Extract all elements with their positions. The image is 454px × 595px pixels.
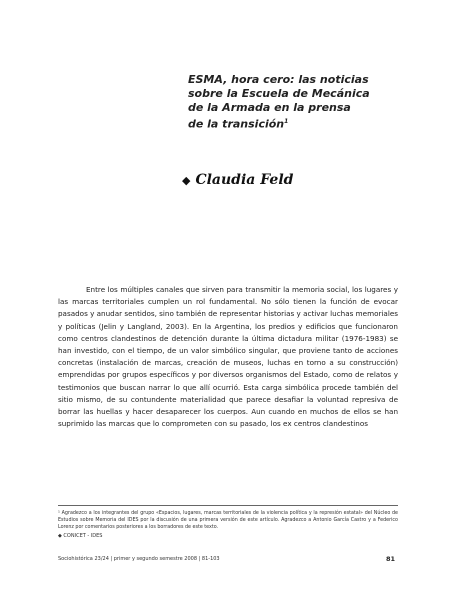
title-line-2: sobre la Escuela de Mecánica [188,87,370,100]
author-name: Claudia Feld [195,172,294,188]
title-line-4-wrap [188,115,408,132]
title-footnote-mark[interactable]: 1 [284,118,289,125]
journal-footer: Sociohistórica 23/24 | primer y segundo semestre 2008 | 81-103 [58,556,220,562]
author-line [182,172,293,188]
footnote-text: ¹ Agradezco a los integrantes del grupo «Espacios, lugares, marcas territoriales de la violencia política y la represión estatal» del Núcleo de Estudios sobre Memoria del IDES por la discusión de una primera versión de este artículo. Agradezco a Antonio García Castro y a Federico Lorenz por comentarios posteriores a los borradores de este texto. [58,511,398,531]
footnote-divider [58,505,398,506]
title-line-3: de la Armada en la prensa [188,101,351,114]
author-affiliation: ◆ CONICET - IDES [58,533,103,539]
title-line-4: de la transición [188,117,285,131]
diamond-bullet-icon: ◆ [182,174,191,187]
article-title [188,73,408,132]
page-number: 81 [386,555,396,563]
body-paragraph: Entre los múltiples canales que sirven para transmitir la memoria social, los lugares y las marcas territoriales cumplen un rol fundamental. No sólo tienen la función de evocar pasados y anudar sentidos, sino también de representar historias y activar luchas memoriales y políticas (Jelin y Langland, 2003). En la Argentina, los predios y edificios que funcionaron como centros clandestinos de detención durante la última dictadura militar (1976-1983) se han investido, con el tiempo, de un valor simbólico singular, que proviene tanto de acciones concretas (instalación de marcas, creación de museos, luchas en torno a su construcción) emprendidas por grupos específicos y por diversos organismos del Estado, como de relatos y testimonios que buscan narrar lo que allí ocurrió. Esta carga simbólica procede también del sitio mismo, de su contundente materialidad que parece desafiar la voluntad represiva de borrar las huellas y hacer desaparecer los cuerpos. Aun cuando en muchos de ellos se han suprimido las marcas que lo comprometen con su pasado, los ex centros clandestinos [58,285,398,429]
title-line-1: ESMA, hora cero: las noticias [188,73,369,86]
